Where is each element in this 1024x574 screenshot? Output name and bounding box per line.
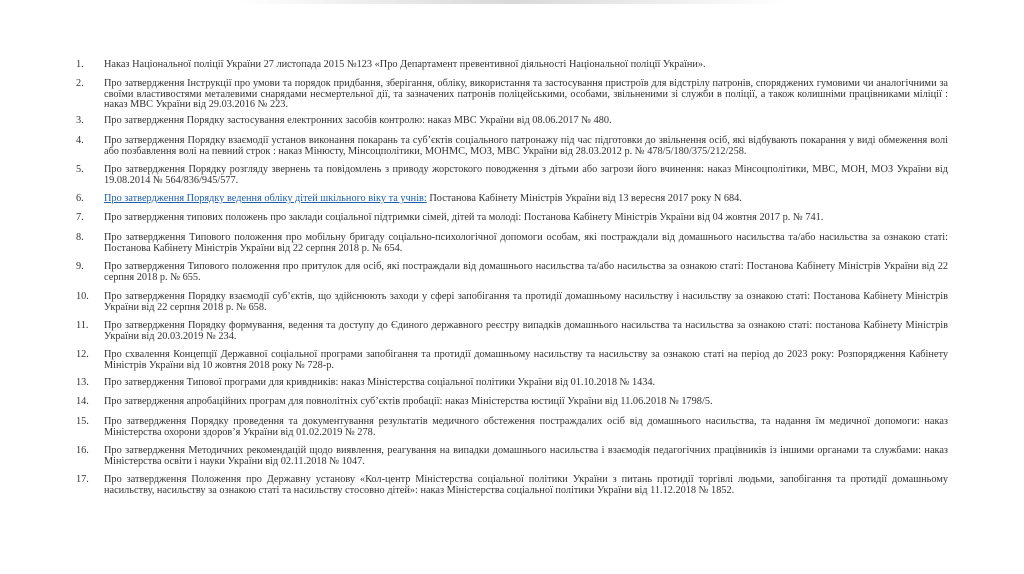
item-text: Про затвердження Порядку проведення та документування результатів медичного обстеження постраждалих осіб від домашнього насильства, та надання їм медичної допомоги: наказ Міністерства охорони здоров’я України від 01.02.2019 № 278. xyxy=(104,416,948,438)
item-text: Про затвердження Порядку взаємодії суб’єктів, що здійснюють заходи у сфері запобігання та протидії домашньому насильству і насильству за ознакою статі: Постанова Кабінету Міністрів України від 22 серпня 2018 р. № 658. xyxy=(104,291,948,313)
document-link[interactable]: Про затвердження Порядку ведення обліку дітей шкільного віку та учнів: xyxy=(104,193,427,204)
item-text: Про затвердження Типового положення про притулок для осіб, які постраждали від домашнього насильства та/або насильства за ознакою статі: Постанова Кабінету Міністрів України від 22 серпня 2018 р. № 655. xyxy=(104,261,948,283)
item-text: Про затвердження Порядку застосування електронних засобів контролю: наказ МВС України від 08.06.2017 № 480. xyxy=(104,115,612,126)
item-number: 15. xyxy=(76,416,89,427)
item-text: Про затвердження Типової програми для кривдників: наказ Міністерства соціальної політики України від 01.10.2018 № 1434. xyxy=(104,377,656,388)
item-number: 2. xyxy=(76,78,84,89)
item-text: Про затвердження Типового положення про мобільну бригаду соціально-психологічної допомоги особам, які постраждали від домашнього насильства та/або насильства за ознакою статі: Постанова Кабінету Міністрів України від 22 серпня 2018 р. № 654. xyxy=(104,232,948,254)
item-text: Про схвалення Концепції Державної соціальної програми запобігання та протидії домашньому насильству та насильству за ознакою статі на період до 2023 року: Розпорядження Кабінету Міністрів України від 10 жовтня 2018 року № 728-р. xyxy=(104,349,948,371)
item-text: Про затвердження Порядку розгляду звернень та повідомлень з приводу жорстокого поводження з дітьми або загрози його вчинення: наказ Мінсоцполітики, МВС, МОН, МОЗ України від 19.08.2014 № 564/836/945/577. xyxy=(104,164,948,186)
item-number: 11. xyxy=(76,320,89,331)
top-divider xyxy=(240,0,784,4)
item-number: 3. xyxy=(76,115,84,126)
item-text: Про затвердження Інструкції про умови та порядок придбання, зберігання, обліку, використання та застосування пристроїв для відстрілу патронів, споряджених гумовими чи аналогічними за своїми властивостями металевими снарядами несмертельної дії, та зазначених патронів поліцейськими, особами, звільненими зі служби в поліції, а також колишніми працівниками міліції : наказ МВС України від 29.03.2016 № 223. xyxy=(104,78,948,110)
item-text: Про затвердження Методичних рекомендацій щодо виявлення, реагування на випадки домашнього насильства і взаємодія педагогічних працівників із іншими органами та службами: наказ Міністерства освіти і науки України від 02.11.2018 № 1047. xyxy=(104,445,948,467)
item-text xyxy=(104,194,948,205)
item-number: 17. xyxy=(76,474,89,485)
item-text: Про затвердження типових положень про заклади соціальної підтримки сімей, дітей та молоді: Постанова Кабінету Міністрів України від 04 жовтня 2017 р. № 741. xyxy=(104,212,824,223)
item-number: 9. xyxy=(76,261,84,272)
item-text: Про затвердження Порядку формування, ведення та доступу до Єдиного державного реєстру випадків домашнього насильства та насильства за ознакою статі: постанова Кабінету Міністрів України від 20.03.2019 № 234. xyxy=(104,320,948,342)
item-number: 8. xyxy=(76,232,84,243)
item-text: Про затвердження Положення про Державну установу «Кол-центр Міністерства соціальної політики України з питань протидії торгівлі людьми, запобігання та протидії домашньому насильству, насильству за ознакою статі та насильству стосовно дітей»: наказ Міністерства соціальної політики України від 11.12.2018 № 1852. xyxy=(104,474,948,496)
item-number: 7. xyxy=(76,212,84,223)
item-number: 10. xyxy=(76,291,89,302)
item-text: Про затвердження апробаційних програм для повнолітніх суб’єктів пробації: наказ Міністерства юстиції України від 11.06.2018 № 1798/5. xyxy=(104,396,713,407)
item-number: 12. xyxy=(76,349,89,360)
item-number: 13. xyxy=(76,377,89,388)
item-number: 5. xyxy=(76,164,84,175)
item-number: 1. xyxy=(76,59,84,70)
item-number: 16. xyxy=(76,445,89,456)
item-number: 4. xyxy=(76,135,84,146)
item-text-rest: Постанова Кабінету Міністрів України від 13 вересня 2017 року N 684. xyxy=(426,193,742,204)
item-number: 14. xyxy=(76,396,89,407)
item-text: Про затвердження Порядку взаємодії установ виконання покарань та суб’єктів соціального патронажу під час підготовки до звільнення осіб, які відбувають покарання у виді обмеження волі або позбавлення волі на певний строк : наказ Мінюсту, Мінсоцполітики, МОНМС, МОЗ, МВС України від 28.03.2012 р. № 478/5/180/375/212/258. xyxy=(104,135,948,157)
item-number: 6. xyxy=(76,193,84,204)
item-text: Наказ Національної поліції України 27 листопада 2015 №123 «Про Департамент превентивної діяльності Національної поліції України». xyxy=(104,59,706,70)
